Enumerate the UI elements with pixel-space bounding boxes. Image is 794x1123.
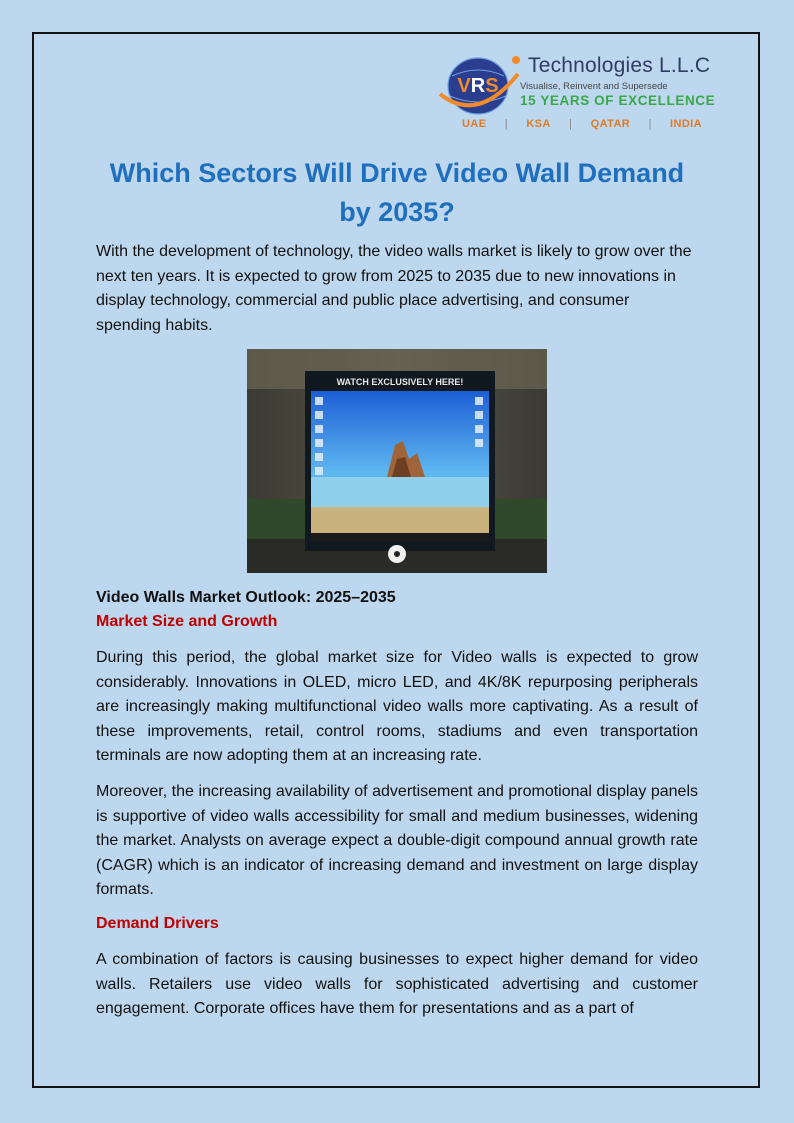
demand-drivers-paragraph: A combination of factors is causing businesses to expect higher demand for video walls. Retailers use video walls for sophisticated advertising and customer engagement. Corporate offices have them for presentations and as a part of <box>96 951 698 1017</box>
demand-drivers-heading: Demand Drivers <box>96 915 219 932</box>
market-size-paragraph-1: During this period, the global market size for Video walls is expected to grow considerably. Innovations in OLED, micro LED, and 4K/8K repurposing peripherals are increasingly making multifunctional video walls more captivating. As a result of these improvements, retail, control rooms, stadiums and even transportation terminals are now adopting them at an increasing rate. <box>96 649 698 764</box>
country-separator: | <box>504 118 509 130</box>
country-separator: | <box>569 118 573 130</box>
market-size-heading: Market Size and Growth <box>96 613 278 630</box>
country-ksa: KSA <box>526 118 551 130</box>
video-wall-illustration <box>247 349 547 573</box>
image-banner-text: WATCH EXCLUSIVELY HERE! <box>336 377 464 387</box>
logo-company-name: Technologies L.L.C <box>528 54 711 77</box>
country-separator: | <box>648 118 652 130</box>
country-qatar: QATAR <box>590 118 631 130</box>
video-wall-photo <box>247 349 547 573</box>
page-title: Which Sectors Will Drive Video Wall Demand by 2035? <box>109 158 685 227</box>
country-india: INDIA <box>670 118 702 130</box>
logo-excellence: 15 YEARS OF EXCELLENCE <box>520 93 716 108</box>
intro-paragraph: With the development of technology, the video walls market is likely to grow over the next ten years. It is expected to grow from 2025 to 2035 due to new innovations in display technology, commercial and public place advertising, and consumer spending habits. <box>96 243 692 334</box>
logo-dot <box>512 56 520 64</box>
outlook-heading: Video Walls Market Outlook: 2025–2035 <box>96 589 396 606</box>
logo-country-list <box>462 118 702 130</box>
company-logo <box>438 50 718 140</box>
country-uae: UAE <box>462 118 487 130</box>
logo-letters: VRS <box>457 75 499 97</box>
market-size-paragraph-2: Moreover, the increasing availability of advertisement and promotional display panels is supportive of video walls accessibility for small and medium businesses, widening the market. Analysts on average expect a double-digit compound annual growth rate (CAGR) which is an indicator of increasing demand and investment on large display formats. <box>96 783 698 898</box>
globe-logo-icon <box>438 54 520 116</box>
logo-tagline: Visualise, Reinvent and Supersede <box>520 81 668 92</box>
